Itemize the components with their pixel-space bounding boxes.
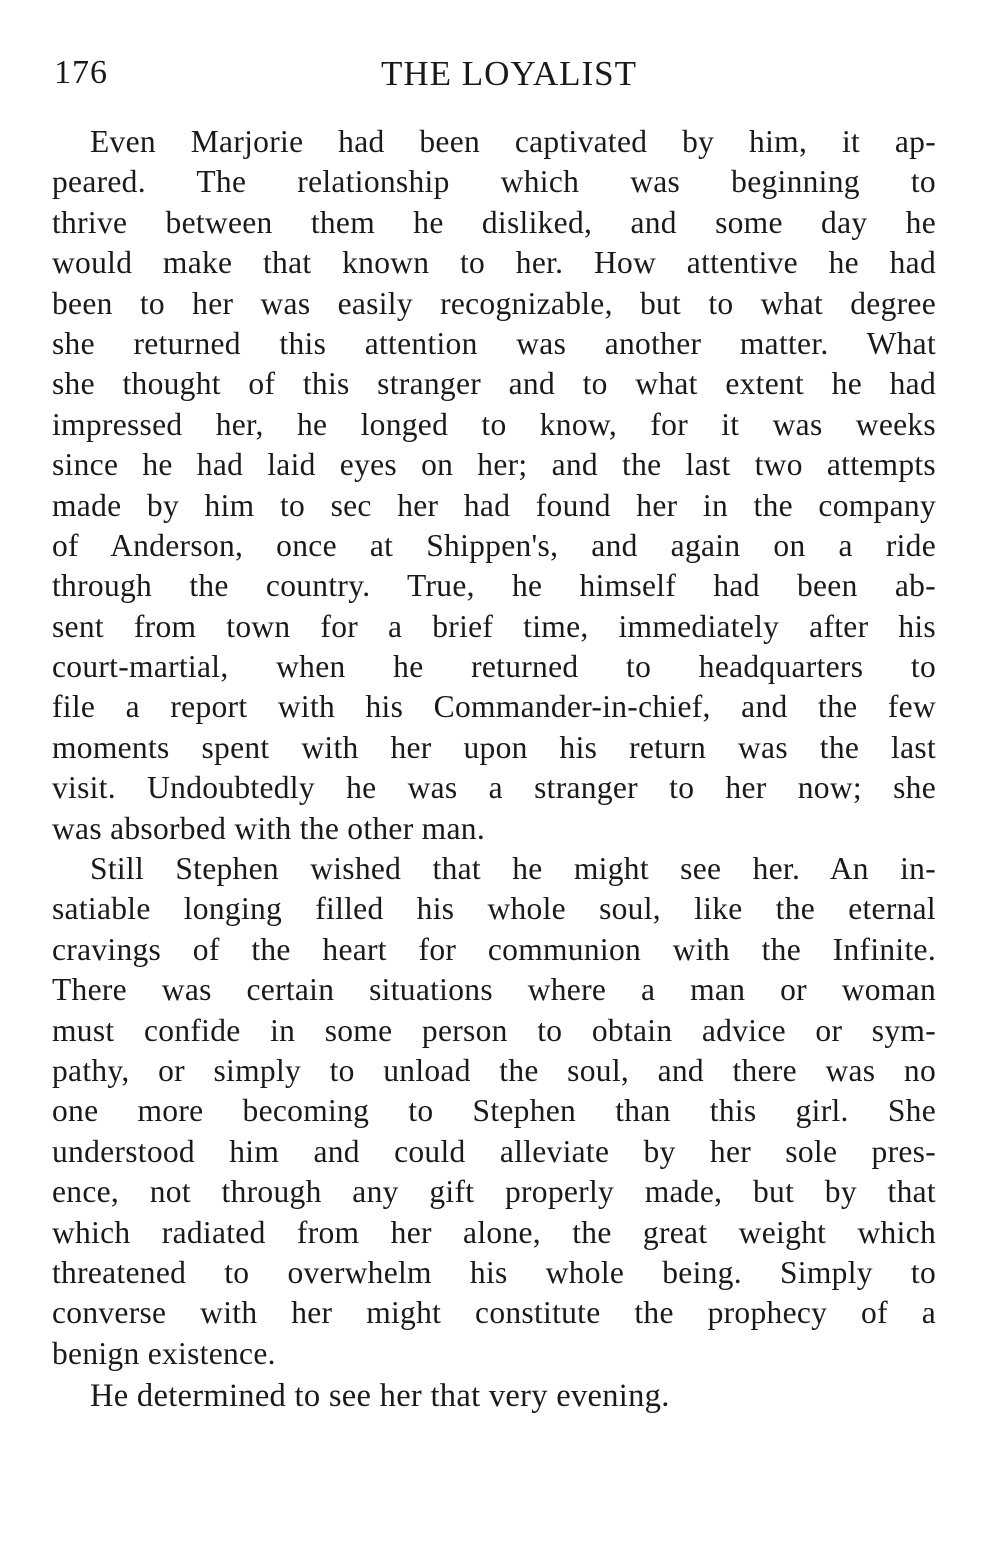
text-line: sent from town for a brief time, immediately after his (52, 608, 936, 644)
text-line: benign existence. (52, 1335, 276, 1371)
text-line: Still Stephen wished that he might see her. An in- (90, 851, 936, 887)
text-line: moments spent with her upon his return was the last (52, 729, 936, 765)
text-line: since he had laid eyes on her; and the last two attempts (52, 447, 936, 483)
text-line: made by him to sec her had found her in the company (52, 487, 936, 523)
text-line: threatened to overwhelm his whole being. Simply to (52, 1254, 936, 1290)
text-line: file a report with his Commander-in-chief, and the few (52, 689, 936, 725)
book-page (52, 54, 936, 1417)
text-line: of Anderson, once at Shippen's, and again on a ride (52, 527, 936, 563)
text-line: Even Marjorie had been captivated by him, it ap- (90, 124, 936, 159)
text-line: court-martial, when he returned to headquarters to (52, 649, 936, 685)
text-line: which radiated from her alone, the great weight which (52, 1214, 936, 1250)
text-line: she returned this attention was another matter. What (52, 325, 936, 361)
text-line: would make that known to her. How attentive he had (52, 245, 936, 281)
text-line: was absorbed with the other man. (52, 810, 485, 846)
body-text (52, 122, 936, 1417)
text-line: pathy, or simply to unload the soul, and there was no (52, 1052, 936, 1088)
page-number: 176 (54, 54, 108, 91)
text-line: one more becoming to Stephen than this girl. She (52, 1093, 936, 1129)
text-line: must confide in some person to obtain advice or sym- (52, 1012, 936, 1048)
text-line: ence, not through any gift properly made, but by that (52, 1174, 936, 1210)
text-line: cravings of the heart for communion with the Infinite. (52, 931, 936, 967)
paragraph-1 (52, 122, 936, 849)
text-line: There was certain situations where a man or woman (52, 972, 936, 1008)
text-line: thrive between them he disliked, and some day he (52, 204, 936, 240)
text-line: through the country. True, he himself had been ab- (52, 568, 936, 604)
paragraph-3 (52, 1376, 936, 1416)
text-line: understood him and could alleviate by her sole pres- (52, 1133, 936, 1169)
text-line: she thought of this stranger and to what extent he had (52, 366, 936, 402)
text-line: been to her was easily recognizable, but to what degree (52, 285, 936, 321)
text-line: visit. Undoubtedly he was a stranger to her now; she (52, 770, 936, 806)
text-line: He determined to see her that very evening. (90, 1378, 670, 1415)
paragraph-2 (52, 849, 936, 1374)
text-line: peared. The relationship which was beginning to (52, 164, 936, 200)
text-line: converse with her might constitute the prophecy of a (52, 1295, 936, 1331)
running-title: THE LOYALIST (381, 54, 637, 93)
text-line: impressed her, he longed to know, for it was weeks (52, 406, 936, 442)
text-line: satiable longing filled his whole soul, like the eternal (52, 891, 936, 927)
running-head (52, 54, 936, 102)
